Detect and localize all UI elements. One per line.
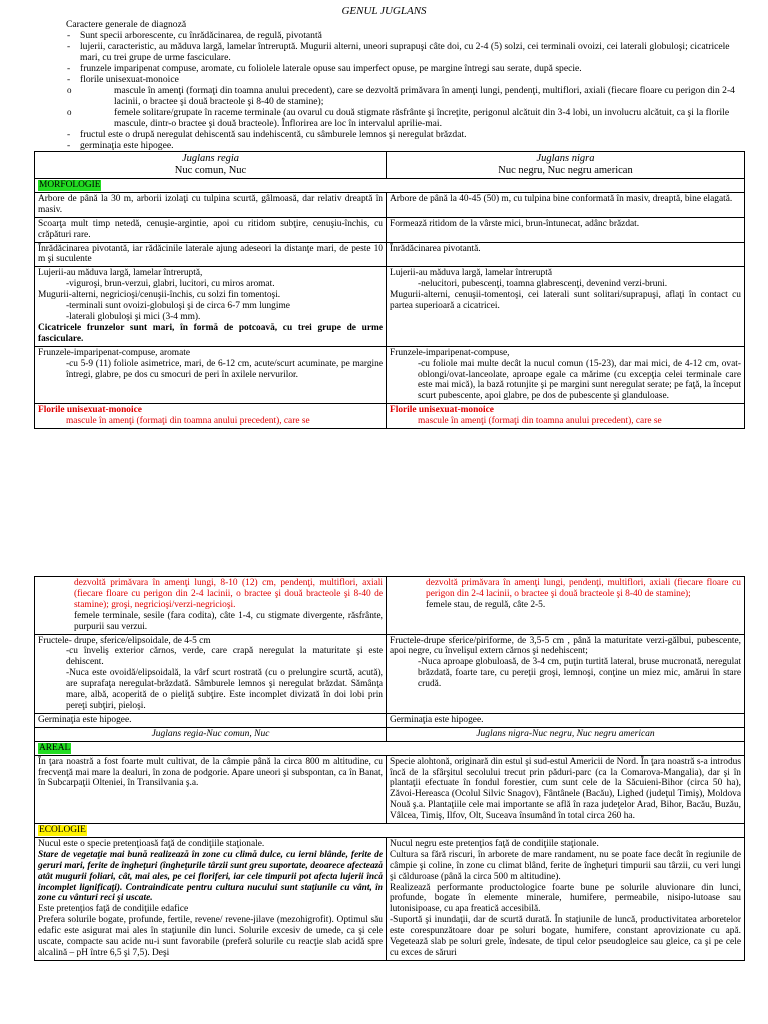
- intro-item: - florile unisexuat-monoice: [80, 74, 742, 85]
- line: mascule în amenţi (formaţi din toamna anului precedent), care se: [66, 416, 310, 427]
- page-gap: [0, 512, 768, 570]
- line: Prefera solurile bogate, profunde, fertile, revene/ revene-jilave (mezohigrofit). Optimul său edafic este asigurat mai ales în staţiunile din lunci. Solurile excesiv de umede, ca şi cele uscate, compacte sau acide nu-i sunt favorabile (preferă solurile cu reacţie slab acidă spre alcalină – pH între 6,5 şi 7,5). Deşi: [38, 915, 383, 958]
- document-title: GENUL JUGLANS: [341, 5, 427, 17]
- cell: Specie alohtonă, originară din estul şi sud-estul Americii de Nord. În ţara noastră s-a introdus încă de la sfârşitul secolului trecut prin păduri-parc (ca la Comarova-Mangalia), dar şi în plantaţii efectuate în fondul forestier, cum sunt cele de la Săcuieni-Bihor (circa 50 ha), Zăvoi-Hereasca (Ocolul Silvic Snagov), Fântânele (Bacău), Lighed (judeţul Timiş), Moldova Nouă ş.a. Plantaţiile cele mai importante se află în raza judeţelor Arad, Bihor, Bacău, Buzău, Vâlcea, Timiş, Ilfov, Olt, Suceava însumând în total circa 260 ha.: [387, 755, 745, 823]
- cell: Arbore de până la 40-45 (50) m, cu tulpina bine conformată în masiv, dreaptă, bine elagată.: [387, 192, 745, 217]
- intro-subitem: o mascule în amenţi (formaţi din toamna anului precedent), care se dezvoltă primăvara în amenţi lungi, pendenţi, multiflori, axiali (fiecare floare cu perigon din 2-4 lacinii, o bractee şi două bracteole şi 8-40 de stamine);: [80, 85, 742, 107]
- line: Nucul negru este pretenţios faţă de condiţiile staţionale.: [390, 838, 599, 849]
- line: -Nuca aproape globuloasă, de 3-4 cm, puţin turtită lateral, bruse mucronată, neregulat brăzdată, foarte tare, cu pereţii groşi, lemnoşi, conţine un miez mic, amărui în stare crudă.: [418, 657, 741, 690]
- line: dezvoltă primăvara în amenţi lungi, pendenţi, multiflori, axiali (fiecare floare cu perigon din 2-4 lacinii, o bractee şi două bracteole şi 8-40 de stamine);: [426, 578, 741, 599]
- line: Nucul este o specie pretenţioasă faţă de condiţiile staţionale.: [38, 838, 265, 849]
- section-areal: [35, 741, 745, 755]
- intro-list: [66, 30, 742, 151]
- cell-shoots-left: [35, 267, 387, 346]
- line: Lujerii-au măduva largă, lamelar întreruptă: [390, 268, 552, 279]
- common-name: Nuc comun, Nuc: [174, 165, 247, 176]
- line: -cu foliole mai multe decât la nucul comun (15-23), dar mai mici, de 4-12 cm, ovat-oblongi/ovat-lanceolate, aproape egale ca mărime (cu excepţia celei terminale care este mai mică), la bază rotunjite şi pe margini sunt neregulat serate; pe faţă, la început scurt pubescente, apoi glabre, pe dos de pubescente şi glanduloase.: [418, 358, 741, 402]
- cell-fruit-left: [35, 634, 387, 713]
- species-header-left: Juglans regia-Nuc comun, Nuc: [35, 727, 387, 741]
- cell-flowers-cont-left: [35, 577, 387, 635]
- section-ecologie: [35, 824, 745, 838]
- intro-heading: Caractere generale de diagnoză: [66, 19, 187, 30]
- line: -viguroşi, brun-verzui, glabri, lucitori, cu miros aromat.: [66, 279, 275, 290]
- line: -laterali globuloşi şi mici (3-4 mm).: [66, 311, 201, 322]
- comparison-table-1: [34, 151, 745, 429]
- cell: Scoarţa mult timp netedă, cenuşie-argintie, apoi cu ritidom subţire, cenuşiu-închis, cu crăpături rare.: [35, 217, 387, 242]
- line: -nelucitori, pubescenţi, toamna glabrescenţi, devenind verzi-bruni.: [418, 279, 668, 290]
- line: Fructele- drupe, sferice/elipsoidale, de 4-5 cm: [38, 635, 211, 646]
- cell: Germinaţia este hipogee.: [387, 713, 745, 727]
- line: dezvoltă primăvara în amenţi lungi, 8-10 (12) cm, pendenţi, multiflori, axiali (fiecare floare cu perigon din 2-4 lacinii, o bractee şi două bracteole şi 8-40 de stamine); groşi, negricioşi/verzi-negricioşi.: [74, 578, 383, 610]
- intro-item: - fructul este o drupă neregulat dehiscentă sau indehiscentă, cu sâmburele lemnos şi neregulat brăzdat.: [80, 129, 742, 140]
- line: Mugurii-alterni, cenuşii-tomentoşi, cei laterali sunt solitari/suprapuşi, aflaţi în contact cu partea superioară a cicatricei.: [390, 290, 741, 312]
- cell-fruit-right: [387, 634, 745, 713]
- cell: În ţara noastră a fost foarte mult cultivat, de la câmpie până la circa 800 m altitudine, cu frecvenţă mai mare la dealuri, în zona de podgorie. Apare uneori şi subspontan, ca în Banat, în Subcarpaţii Olteniei, în Transilvania ş.a.: [35, 755, 387, 823]
- cell-flowers-cont-right: [387, 577, 745, 635]
- intro-subitem: o femele solitare/grupate în raceme terminale (au ovarul cu două stigmate răsfrânte şi încreţite, perigonul alcătuit din 3-4 lobi, un involucru alcătuit, ca şi la florile mascule, dintr-o bractee şi două bracteole). Înflorirea are loc în intervalul aprilie-mai.: [80, 107, 742, 129]
- cell-leaves-right: [387, 346, 745, 404]
- line: Cultura sa fără riscuri, în arborete de mare randament, nu se poate face decât în regiunile de câmpie şi coline, în zone cu climat blând, ferite de îngheţuri timpurii sau târzii, cu veri lungi şi călduroase (până la circa 500 m altitudine).: [390, 849, 741, 882]
- intro-item: - frunzele imparipenat compuse, aromate, cu foliolele laterale opuse sau imperfect opuse, pe margine întregi sau serate, după specie.: [80, 63, 742, 74]
- species-header-left: [35, 152, 387, 179]
- cell-ecology-right: [387, 837, 745, 960]
- line: -Suportă şi inundaţii, dar de scurtă durată. În staţiunile de luncă, productivitatea arboretelor este corespunzătoare doar pe soluri bogate, humifere, constant aprovizionate cu apă. Vegetează slab pe soluri grele, îndesate, de tipul celor pseudogleice sau gleice, ca şi pe cele cu exces de săruri: [390, 915, 741, 958]
- line: femele terminale, sesile (fara codita), câte 1-4, cu stigmate divergente, răsfrânte, purpurii sau verzui.: [74, 610, 383, 632]
- common-name: Nuc negru, Nuc negru american: [498, 165, 633, 176]
- line: mascule în amenţi (formaţi din toamna anului precedent), care se: [418, 416, 662, 427]
- cell-ecology-left: [35, 837, 387, 960]
- intro-item: - germinaţia este hipogee.: [80, 140, 742, 151]
- section-label: AREAL: [39, 742, 71, 753]
- line: Lujerii-au măduva largă, lamelar întreruptă,: [38, 268, 203, 279]
- line: -cu 5-9 (11) foliole asimetrice, mari, de 6-12 cm, acute/scurt acuminate, pe margine întregi, glabre, pe dos cu smocuri de peri în axilele nervurilor.: [66, 358, 383, 380]
- line: Florile unisexuat-monoice: [38, 405, 142, 416]
- document-page-2: [0, 570, 768, 1024]
- cell: Arbore de până la 30 m, arborii izolaţi cu tulpina scurtă, gâlmoasă, dar relativ dreaptă în masiv.: [35, 192, 387, 217]
- line: -Nuca este ovoidă/elipsoidală, la vârf scurt rostrată (cu o prelungire scurtă, acută), are suprafaţa neregulat-brăzdată. Sâmburele lemnos şi neregulat brăzdat. Sămânţa mare, albă, acoperită de o pieliţă subţire. Este incomplet divizată în doi lobi prin pereţi subţiri, pieloşi.: [66, 668, 383, 711]
- cell-flowers-left: [35, 404, 387, 429]
- intro-item: - Sunt specii arborescente, cu înrădăcinarea, de regulă, pivotantă: [80, 30, 742, 41]
- section-label: MORFOLOGIE: [39, 180, 101, 190]
- line: femele stau, de regulă, câte 2-5.: [426, 599, 546, 610]
- general-characters: [66, 19, 742, 151]
- section-morfologie: [35, 179, 745, 193]
- cell: Înrădăcinarea pivotantă.: [387, 242, 745, 267]
- line: Cicatricele frunzelor sunt mari, în formă de potcoavă, cu trei grupe de urme fasciculare.: [38, 322, 383, 344]
- cell-flowers-right: [387, 404, 745, 429]
- line: -terminali sunt ovoizi-globuloşi şi de circa 6-7 mm lungime: [66, 301, 290, 312]
- cell-shoots-right: [387, 267, 745, 346]
- cell: Înrădăcinarea pivotantă, iar rădăcinile laterale ajung adeseori la distanţe mari, de peste 10 m şi suculente: [35, 242, 387, 267]
- line: Realizează performante productologice foarte bune pe solurile aluvionare din lunci, profunde, bogate în elemente minerale, humifere, permeabile, nisipo-lutoase sau lutonisipoase, cu apa freatică accesibilă.: [390, 882, 741, 915]
- comparison-table-2: [34, 576, 745, 961]
- line: Frunzele-imparipenat-compuse, aromate: [38, 347, 191, 358]
- cell-leaves-left: [35, 346, 387, 404]
- latin-name: Juglans nigra: [536, 153, 595, 164]
- section-label: ECOLOGIE: [39, 825, 86, 836]
- species-header-right: [387, 152, 745, 179]
- line: Stare de vegetaţie mai bună realizează în zone cu climă dulce, cu ierni blânde, ferite de geruri mari, ferite de îngheţuri (îngheţurile târzii sunt greu suportate, deoarece afectează atât mugurii foliari, cât, mai ales, pe cei floriferi, iar cele timpurii pot afecta lujerii încă incomplet lignificaţi). Contraindicate pentru cultura nucului sunt staţiunile cu vânt, în zone cu vânturi reci şi uscate.: [38, 849, 383, 904]
- line: Mugurii-alterni, negricioşi/cenuşii-închis, cu solzi fin tomentoşi.: [38, 290, 281, 301]
- species-header-right: Juglans nigra-Nuc negru, Nuc negru american: [387, 727, 745, 741]
- line: Este pretenţios faţă de condiţiile edafice: [38, 904, 189, 915]
- latin-name: Juglans regia: [181, 153, 240, 164]
- intro-item: - lujerii, caracteristic, au măduva largă, lamelar întreruptă. Mugurii alterni, uneori suprapuşi câte doi, cu 2-4 (5) solzi, cei terminali ovoizi, cei laterali globuloşi; cicatricele mari, cu trei grupe de urme fasciculare.: [80, 41, 742, 63]
- line: -cu înveliş exterior cărnos, verde, care crapă neregulat la maturitate şi este dehiscent.: [66, 646, 383, 668]
- cell: Germinaţia este hipogee.: [35, 713, 387, 727]
- line: Frunzele-imparipenat-compuse,: [390, 347, 510, 358]
- cell: Formează ritidom de la vârste mici, brun-întunecat, adânc brăzdat.: [387, 217, 745, 242]
- line: Fructele-drupe sferice/piriforme, de 3,5-5 cm , până la maturitate verzi-gălbui, pubescente, apoi negre, cu învelişul extern cărnos şi nedehiscent;: [390, 635, 741, 657]
- line: Florile unisexuat-monoice: [390, 405, 494, 416]
